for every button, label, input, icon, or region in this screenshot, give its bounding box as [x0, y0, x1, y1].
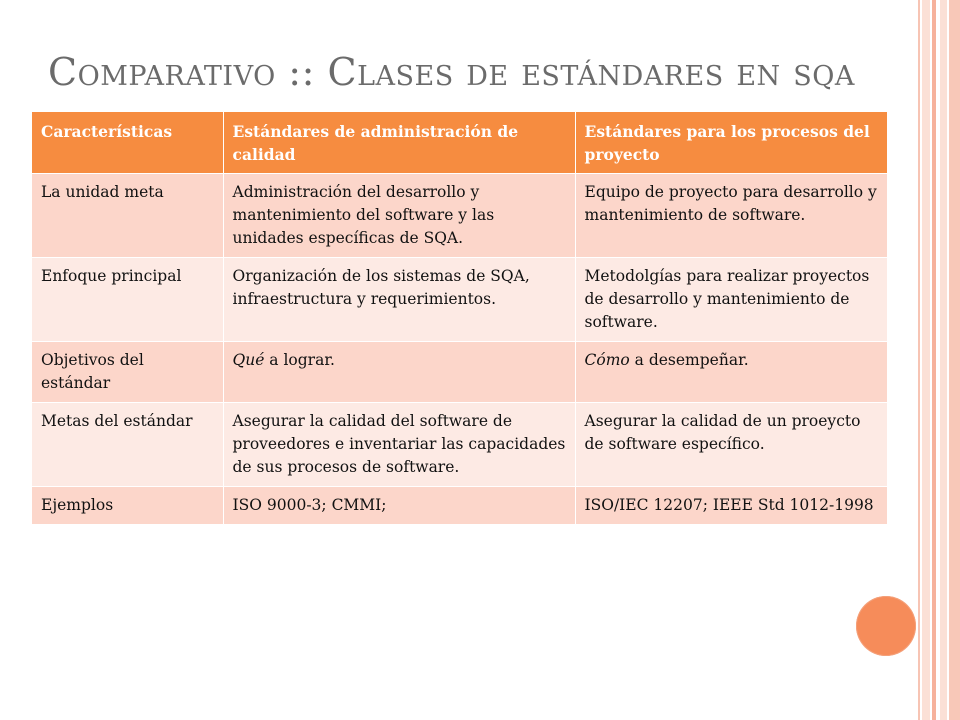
row-label: Metas del estándar — [32, 403, 223, 487]
decor-stripe — [922, 0, 930, 720]
decor-stripe — [949, 0, 960, 720]
table-row — [32, 403, 887, 487]
header-procesos: Estándares para los procesos del proyecto — [575, 112, 887, 174]
cell-procesos: Metodolgías para realizar proyectos de desarrollo y mantenimiento de software. — [575, 258, 887, 342]
cell-procesos: Equipo de proyecto para desarrollo y mantenimiento de software. — [575, 174, 887, 258]
header-administracion: Estándares de administración de calidad — [223, 112, 575, 174]
table-row — [32, 487, 887, 525]
cell-emphasis: Qué — [232, 351, 265, 369]
cell-procesos — [575, 342, 887, 403]
row-label: La unidad meta — [32, 174, 223, 258]
slide-title: Comparativo :: Clases de estándares en sqa — [48, 50, 855, 94]
table-row — [32, 342, 887, 403]
decor-stripe — [918, 0, 920, 720]
comparison-table — [32, 112, 888, 525]
row-label: Objetivos del estándar — [32, 342, 223, 403]
table-row — [32, 258, 887, 342]
header-caracteristicas: Características — [32, 112, 223, 174]
table-header-row — [32, 112, 887, 174]
row-label: Ejemplos — [32, 487, 223, 525]
cell-administracion: Organización de los sistemas de SQA, infraestructura y requerimientos. — [223, 258, 575, 342]
cell-administracion: Administración del desarrollo y mantenimiento del software y las unidades específicas de SQA. — [223, 174, 575, 258]
decor-stripe — [940, 0, 947, 720]
table-row — [32, 174, 887, 258]
cell-administracion: Asegurar la calidad del software de proveedores e inventariar las capacidades de sus procesos de software. — [223, 403, 575, 487]
cell-text: a desempeñar. — [629, 351, 749, 369]
cell-text: a lograr. — [264, 351, 335, 369]
cell-procesos: Asegurar la calidad de un proeycto de software específico. — [575, 403, 887, 487]
decor-circle — [856, 596, 916, 656]
decor-stripe — [932, 0, 936, 720]
cell-administracion — [223, 342, 575, 403]
cell-procesos: ISO/IEC 12207; IEEE Std 1012-1998 — [575, 487, 887, 525]
row-label: Enfoque principal — [32, 258, 223, 342]
cell-administracion: ISO 9000-3; CMMI; — [223, 487, 575, 525]
cell-emphasis: Cómo — [584, 351, 630, 369]
